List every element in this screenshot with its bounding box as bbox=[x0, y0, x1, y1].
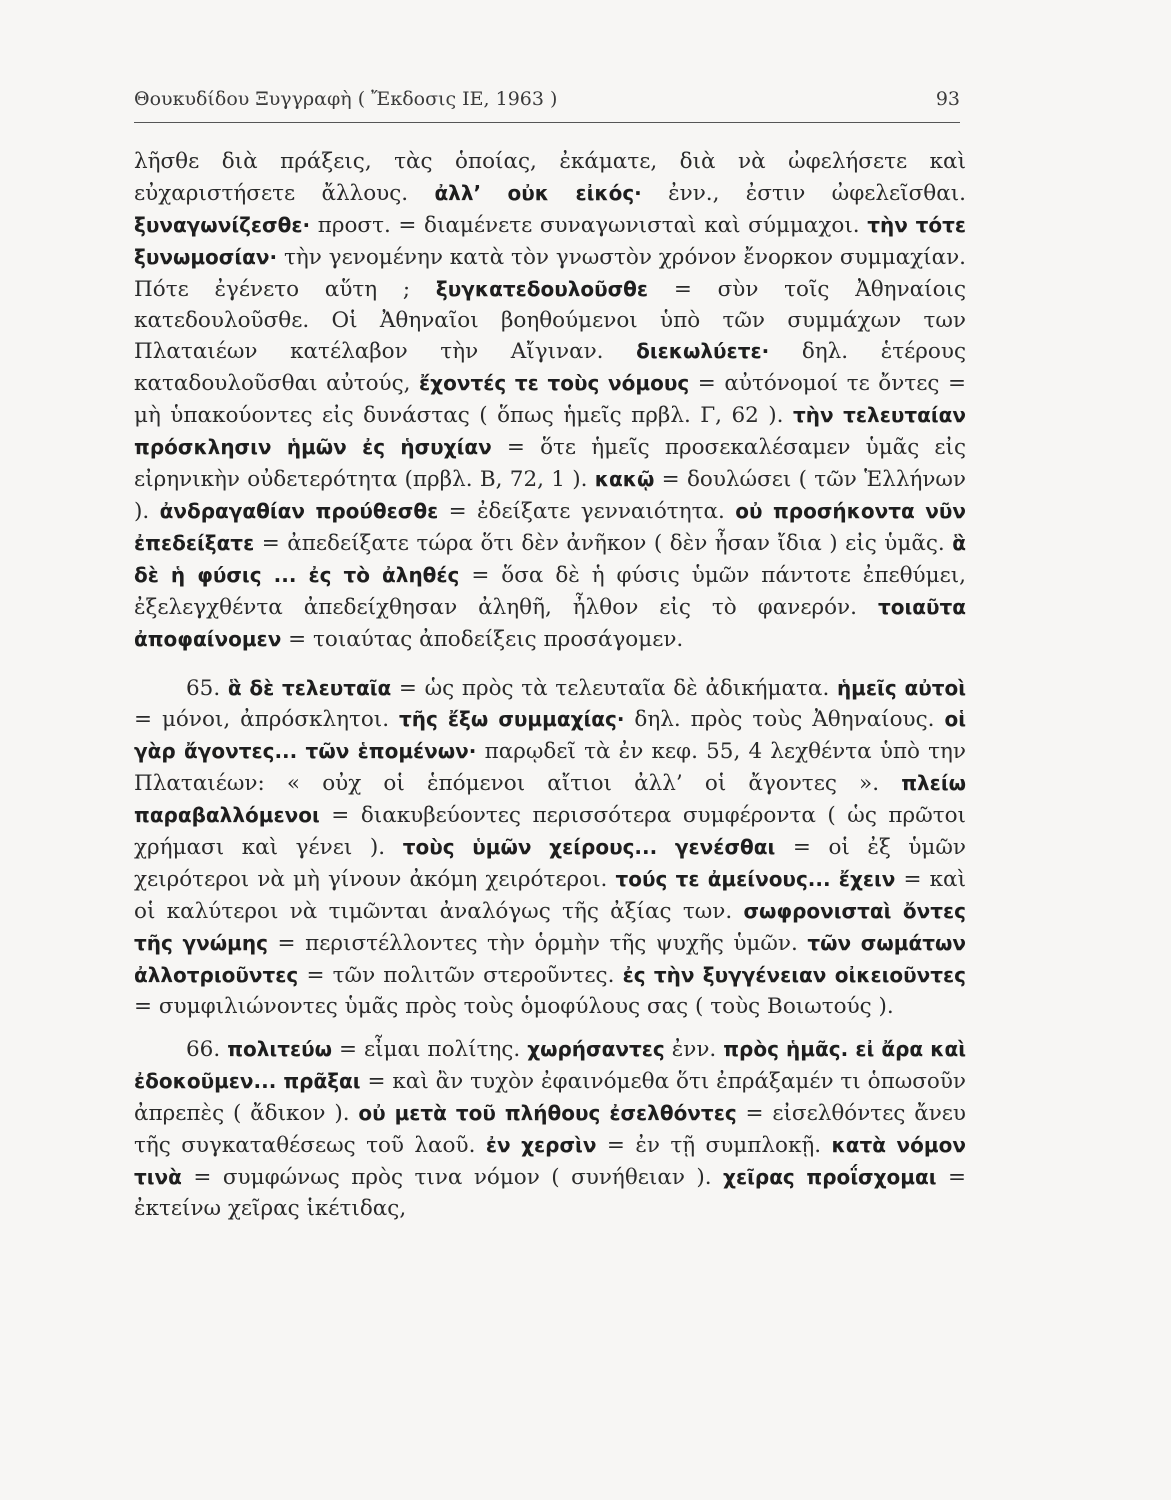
lemma-text: τῶν σωμάτων ἀλλοτριοῦντες bbox=[134, 930, 966, 987]
gloss-text: ἐνν. bbox=[664, 1037, 724, 1063]
lemma-text: τούς τε ἀμείνους... ἔχειν bbox=[615, 866, 896, 891]
paragraph-66 bbox=[134, 1034, 966, 1224]
gloss-text: = καὶ ἂν τυχὸν ἐφαινόμεθα ὅτι ἐπράξαμέν τι ὁπωσοῦν ἀπρεπὲς ( ἄδικον ). bbox=[134, 1069, 966, 1127]
gloss-text: = οἱ ἐξ ὑμῶν χειρότεροι νὰ μὴ γίνουν ἀκόμη χειρότεροι. bbox=[134, 835, 967, 892]
header-rule bbox=[134, 122, 960, 123]
gloss-text: = εἶμαι πολίτης. bbox=[331, 1037, 528, 1063]
lemma-text: τοὺς ὑμῶν χείρους... γενέσθαι bbox=[402, 835, 776, 860]
gloss-text: = περιστέλλοντες τὴν ὁρμὴν τῆς ψυχῆς ὑμῶν. bbox=[267, 930, 808, 956]
lemma-text: ἐς τὴν ξυγγένειαν οἰκειοῦντες bbox=[622, 962, 967, 987]
gloss-text: = εἰσελθόντες ἄνευ τῆς συγκαταθέσεως τοῦ λαοῦ. bbox=[134, 1101, 966, 1159]
gloss-text: = σὺν τοῖς Ἀθηναίοις κατεδουλοῦσθε. Οἱ Ἀθηναῖοι βοηθούμενοι ὑπὸ τῶν συμμάχων των Πλαταιέων κατέλαβον τὴν Αἴγιναν. bbox=[134, 276, 966, 365]
page-number: 93 bbox=[935, 88, 960, 110]
lemma-text: πολιτεύω bbox=[227, 1037, 332, 1062]
gloss-text: = συμφώνως πρὸς τινα νόμον ( συνήθειαν ). bbox=[181, 1165, 724, 1191]
lemma-text: ἀνδραγαθίαν προύθεσθε bbox=[159, 498, 439, 523]
lemma-text: διεκωλύετε· bbox=[636, 339, 770, 364]
gloss-text: = δουλώσει ( τῶν Ἑλλήνων ). bbox=[134, 467, 966, 524]
gloss-text: = ὅτε ἡμεῖς προσεκαλέσαμεν ὑμᾶς εἰς εἰρηνικὴν οὐδετερότητα (πρβλ. Β, 72, 1 ). bbox=[134, 435, 966, 493]
gloss-text: = ὅσα δὲ ἡ φύσις ὑμῶν πάντοτε ἐπεθύμει, ἐξελεγχθέντα ἀπεδείχθησαν ἀληθῆ, ἦλθον εἰς τὸ φανερόν. bbox=[134, 562, 966, 620]
lemma-text: ἔχοντές τε τοὺς νόμους bbox=[419, 371, 690, 396]
running-header bbox=[134, 88, 960, 114]
header-title: Θουκυδίδου Ξυγγραφὴ ( Ἔκδοσις ΙΕ, 1963 ) bbox=[134, 88, 558, 110]
lemma-text: οὐ μετὰ τοῦ πλήθους ἐσελθόντες bbox=[358, 1101, 737, 1126]
lemma-text: ἐν χερσὶν bbox=[485, 1133, 597, 1158]
lemma-text: τὴν τελευταίαν πρόσκλησιν ἡμῶν ἐς ἡσυχίαν bbox=[134, 403, 966, 460]
gloss-text: = ἐδείξατε γενναιότητα. bbox=[438, 498, 736, 524]
lemma-text: οἱ γὰρ ἄγοντες... τῶν ἑπομένων· bbox=[134, 707, 966, 764]
lemma-text: ἀλλ’ οὐκ εἰκός· bbox=[434, 180, 642, 205]
gloss-text: 66. bbox=[186, 1037, 228, 1063]
gloss-text: παρῳδεῖ τὰ ἐν κεφ. 55, 4 λεχθέντα ὑπὸ την Πλαταιέων: « οὐχ οἱ ἑπόμενοι αἴτιοι ἀλλ’ οἱ ἄγοντες ». bbox=[134, 739, 966, 797]
lemma-text: τὴν τότε ξυνωμοσίαν· bbox=[134, 212, 966, 269]
lemma-text: χεῖρας προΐσχομαι bbox=[723, 1165, 937, 1190]
lemma-text: κακῷ bbox=[594, 467, 655, 492]
gloss-text: δηλ. ἑτέρους καταδουλοῦσθαι αὐτούς, bbox=[134, 339, 966, 397]
gloss-text: δηλ. πρὸς τοὺς Ἀθηναίους. bbox=[624, 707, 945, 733]
gloss-text: προστ. = διαμένετε συναγωνισταὶ καὶ σύμμαχοι. bbox=[310, 212, 868, 238]
gloss-text: = μόνοι, ἀπρόσκλητοι. bbox=[134, 707, 399, 733]
lemma-text: σωφρονισταὶ ὄντες τῆς γνώμης bbox=[134, 898, 966, 955]
lemma-text: κατὰ νόμον τινὰ bbox=[134, 1133, 966, 1190]
paragraph-64 bbox=[134, 147, 966, 656]
gloss-text: λῆσθε διὰ πράξεις, τὰς ὁποίας, ἐκάματε, διὰ νὰ ὠφελήσετε καὶ εὐχαριστήσετε ἄλλους. bbox=[134, 149, 966, 206]
paragraph-65 bbox=[134, 673, 966, 1023]
gloss-text: = ὡς πρὸς τὰ τελευταῖα δὲ ἀδικήματα. bbox=[391, 675, 837, 701]
lemma-text: ἃ δὲ τελευταῖα bbox=[227, 675, 392, 700]
lemma-text: οὐ προσήκοντα νῦν ἐπεδείξατε bbox=[134, 498, 966, 555]
commentary-body bbox=[134, 147, 966, 1225]
lemma-text: ἃ δὲ ἡ φύσις ... ἐς τὸ ἀληθές bbox=[134, 530, 966, 587]
lemma-text: ξυναγωνίζεσθε· bbox=[134, 212, 311, 237]
gloss-text: = τῶν πολιτῶν στεροῦντες. bbox=[298, 962, 623, 988]
lemma-text: πρὸς ἡμᾶς. εἰ ἄρα καὶ ἐδοκοῦμεν... πρᾶξαι bbox=[134, 1037, 967, 1094]
gloss-text: τὴν γενομένην κατὰ τὸν γνωστὸν χρόνον ἔνορκον συμμαχίαν. Πότε ἐγένετο αὕτη ; bbox=[134, 244, 966, 302]
gloss-text: ἐνν., ἐστιν ὠφελεῖσθαι. bbox=[641, 180, 966, 206]
lemma-text: τῆς ἔξω συμμαχίας· bbox=[399, 707, 625, 732]
gloss-text: = συμφιλιώνοντες ὑμᾶς πρὸς τοὺς ὁμοφύλους σας ( τοὺς Βοιωτούς ). bbox=[134, 993, 894, 1019]
gloss-text: 65. bbox=[186, 675, 228, 701]
gloss-text: = καὶ οἱ καλύτεροι νὰ τιμῶνται ἀναλόγως τῆς ἀξίας των. bbox=[134, 866, 966, 924]
lemma-text: χωρήσαντες bbox=[527, 1037, 665, 1062]
lemma-text: ἡμεῖς αὐτοὶ bbox=[836, 675, 966, 700]
lemma-text: ξυγκατεδουλοῦσθε bbox=[435, 276, 649, 301]
gloss-text: = ἐν τῇ συμπλοκῇ. bbox=[596, 1133, 832, 1159]
gloss-text: = τοιαύτας ἀποδείξεις προσάγομεν. bbox=[281, 626, 684, 652]
gloss-text: = αὐτόνομοί τε ὄντες = μὴ ὑπακούοντες εἰς δυνάστας ( ὅπως ἡμεῖς πρβλ. Γ, 62 ). bbox=[134, 371, 966, 429]
lemma-text: πλείω παραβαλλόμενοι bbox=[134, 771, 966, 828]
gloss-text: = ἀπεδείξατε τώρα ὅτι δὲν ἀνῆκον ( δὲν ἦσαν ἴδια ) εἰς ὑμᾶς. bbox=[254, 530, 953, 556]
gloss-text: = ἐκτείνω χεῖρας ἱκέτιδας, bbox=[134, 1165, 966, 1221]
gloss-text: = διακυβεύοντες περισσότερα συμφέροντα ( ὡς πρῶτοι χρήμασι καὶ γένει ). bbox=[134, 803, 966, 861]
lemma-text: τοιαῦτα ἀποφαίνομεν bbox=[134, 594, 966, 651]
